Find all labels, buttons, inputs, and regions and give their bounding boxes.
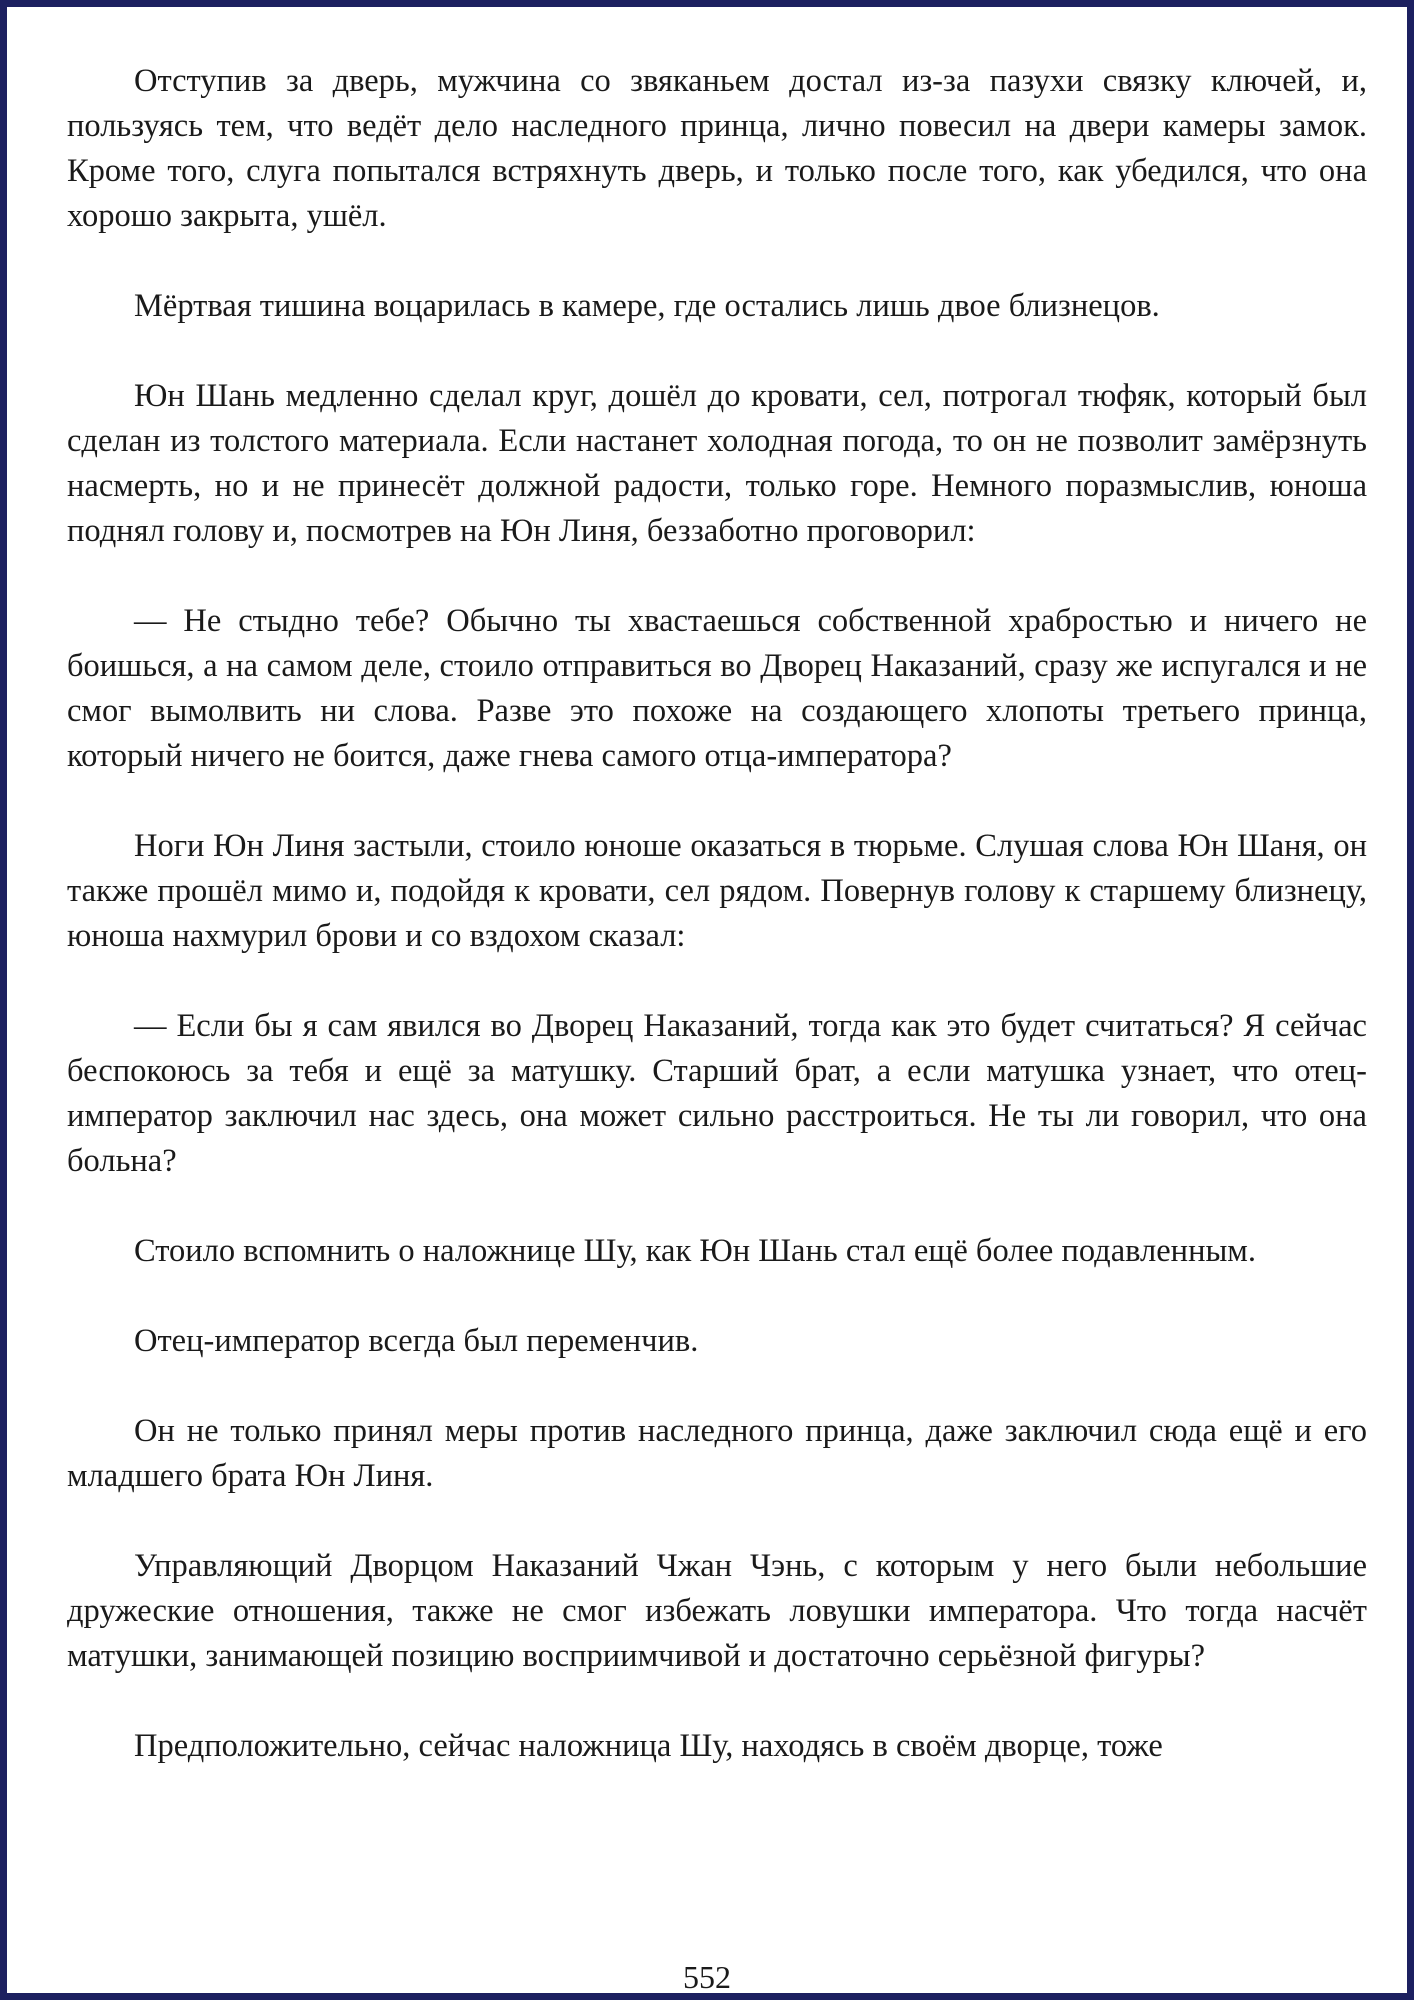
body-text <box>67 59 1367 1814</box>
paragraph: Отступив за дверь, мужчина со звяканьем достал из-за пазухи связку ключей, и, пользуясь тем, что ведёт дело наследного принца, лично повесил на двери камеры замок. Кроме того, слуга попытался встряхнуть дверь, и только после того, как убедился, что она хорошо закрыта, ушёл. <box>67 63 1367 234</box>
paragraph: Отец-император всегда был переменчив. <box>134 1323 699 1359</box>
paragraph: Ноги Юн Линя застыли, стоило юноше оказаться в тюрьме. Слушая слова Юн Шаня, он также прошёл мимо и, подойдя к кровати, сел рядом. Повернув голову к старшему близнецу, юноша нахмурил брови и со вздохом сказал: <box>67 828 1367 954</box>
paragraph: Юн Шань медленно сделал круг, дошёл до кровати, сел, потрогал тюфяк, который был сделан из толстого материала. Если настанет холодная погода, то он не позволит замёрзнуть насмерть, но и не принесёт должной радости, только горе. Немного поразмыслив, юноша поднял голову и, посмотрев на Юн Линя, беззаботно проговорил: <box>67 378 1367 549</box>
paragraph: Стоило вспомнить о наложнице Шу, как Юн Шань стал ещё более подавленным. <box>134 1233 1256 1269</box>
paragraph: Он не только принял меры против наследного принца, даже заключил сюда ещё и его младшего брата Юн Линя. <box>67 1413 1367 1494</box>
paragraph: — Не стыдно тебе? Обычно ты хвастаешься собственной храбростью и ничего не боишься, а на самом деле, стоило отправиться во Дворец Наказаний, сразу же испугался и не смог вымолвить ни слова. Разве это похоже на создающего хлопоты третьего принца, который ничего не боится, даже гнева самого отца-императора? <box>67 603 1367 774</box>
paragraph: Мёртвая тишина воцарилась в камере, где остались лишь двое близнецов. <box>134 288 1160 324</box>
page-number: 552 <box>683 1959 731 1995</box>
paragraph: Управляющий Дворцом Наказаний Чжан Чэнь, с которым у него были небольшие дружеские отношения, также не смог избежать ловушки императора. Что тогда насчёт матушки, занимающей позицию восприимчивой и достаточно серьёзной фигуры? <box>67 1548 1367 1674</box>
paragraph: — Если бы я сам явился во Дворец Наказаний, тогда как это будет считаться? Я сейчас беспокоюсь за тебя и ещё за матушку. Старший брат, а если матушка узнает, что отец-император заключил нас здесь, она может сильно расстроиться. Не ты ли говорил, что она больна? <box>67 1008 1367 1179</box>
paragraph: Предположительно, сейчас наложница Шу, находясь в своём дворце, тоже <box>134 1728 1163 1764</box>
